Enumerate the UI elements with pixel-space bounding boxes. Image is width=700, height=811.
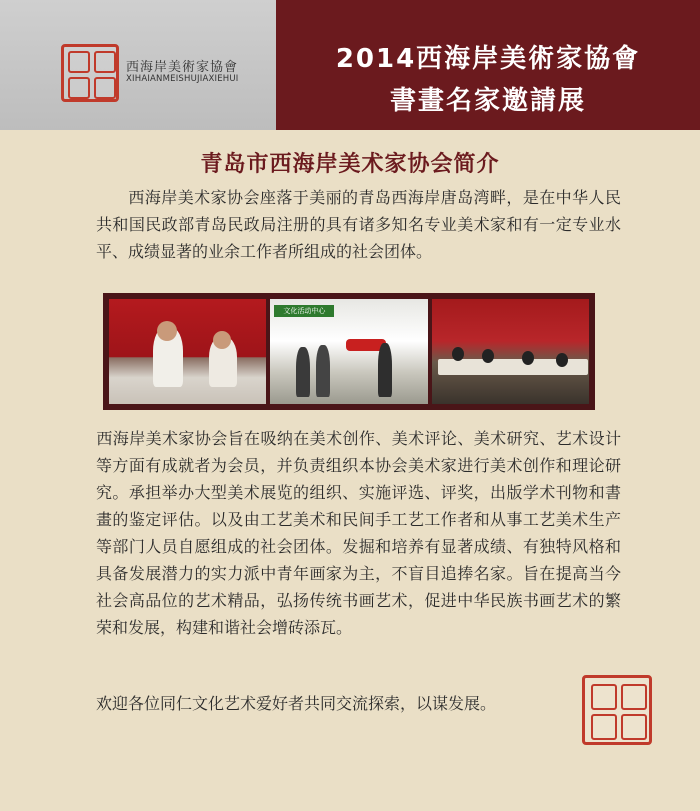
person-head xyxy=(157,321,177,341)
seal-logo-icon xyxy=(61,44,119,102)
intro-paragraph-3 xyxy=(96,690,621,717)
exhibition-title-line2: 書畫名家邀請展 xyxy=(389,86,586,116)
section-title: 青岛市西海岸美术家协会简介 xyxy=(200,152,500,177)
photo-banner: 文化活动中心 xyxy=(274,305,334,317)
association-name-cn: 西海岸美術家協會 xyxy=(126,60,239,75)
photo-opening-ceremony xyxy=(270,299,427,404)
exhibition-title-line1: 2014西海岸美術家協會 xyxy=(335,44,641,74)
photo-meeting-speakers xyxy=(109,299,266,404)
person-head xyxy=(482,349,494,363)
person-head xyxy=(452,347,464,361)
header xyxy=(0,0,700,130)
photo-strip xyxy=(103,293,595,410)
photo-conference-table xyxy=(432,299,589,404)
intro-paragraph-1-text: 西海岸美术家协会座落于美丽的青岛西海岸唐岛湾畔，是在中华人民共和国民政部青岛民政局注册的具有诸多知名专业美术家和有一定专业水平、成绩显著的业余工作者所组成的社会团体。 xyxy=(96,188,621,261)
person-figure xyxy=(316,345,330,397)
person-head xyxy=(213,331,231,349)
intro-paragraph-2-text: 西海岸美术家协会旨在吸纳在美术创作、美术评论、美术研究、艺术设计等方面有成就者为会员，并负责组织本协会美术家进行美术创作和理论研究。承担举办大型美术展览的组织、实施评选、评奖，出版学术刊物和書畫的鉴定评估。以及由工艺美术和民间手工艺工作者和从事工艺美术生产等部门人员自愿组成的社会团体。发掘和培养有显著成绩、有独特风格和具备发展潜力的实力派中青年画家为主，不盲目追捧名家。旨在提高当今社会高品位的艺术精品，弘扬传统书画艺术，促进中华民族书画艺术的繁荣和发展，构建和谐社会增砖添瓦。 xyxy=(96,429,621,637)
person-head xyxy=(522,351,534,365)
person-figure xyxy=(296,347,310,397)
seal-footer-icon xyxy=(582,675,652,745)
person-head xyxy=(556,353,568,367)
intro-paragraph-1 xyxy=(96,184,621,265)
intro-paragraph-2 xyxy=(96,425,621,641)
header-left-panel xyxy=(0,0,276,130)
association-name-en: XIHAIANMEISHUJIAXIEHUI xyxy=(126,74,239,84)
person-figure xyxy=(378,343,392,397)
intro-paragraph-3-text: 欢迎各位同仁文化艺术爱好者共同交流探索，以谋发展。 xyxy=(96,694,497,713)
